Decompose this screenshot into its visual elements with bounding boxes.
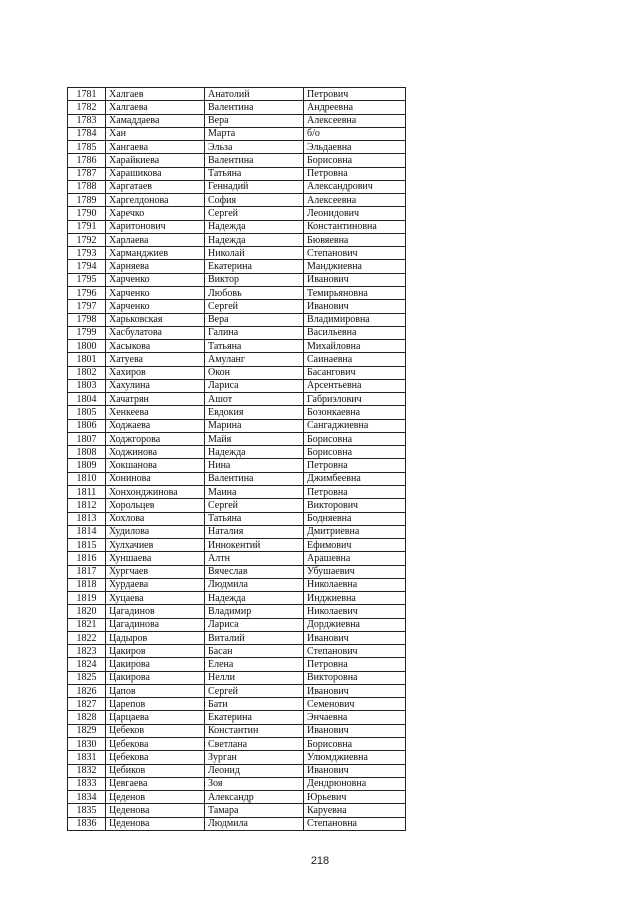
row-number-cell: 1830: [68, 738, 106, 751]
surname-cell: Хамаддаева: [106, 114, 205, 127]
surname-cell: Харгелдонова: [106, 194, 205, 207]
surname-cell: Харьковская: [106, 313, 205, 326]
row-number-cell: 1787: [68, 167, 106, 180]
patronymic-cell: Петровна: [304, 485, 406, 498]
row-number-cell: 1786: [68, 154, 106, 167]
row-number-cell: 1833: [68, 777, 106, 790]
row-number-cell: 1788: [68, 180, 106, 193]
first-name-cell: Сергей: [205, 499, 304, 512]
table-row: [68, 578, 406, 591]
first-name-cell: Зоя: [205, 777, 304, 790]
patronymic-cell: б/о: [304, 127, 406, 140]
first-name-cell: Окон: [205, 366, 304, 379]
table-row: [68, 485, 406, 498]
row-number-cell: 1800: [68, 340, 106, 353]
first-name-cell: Евдокия: [205, 406, 304, 419]
surname-cell: Цакиров: [106, 645, 205, 658]
patronymic-cell: Саинаевна: [304, 353, 406, 366]
patronymic-cell: Ефимович: [304, 539, 406, 552]
first-name-cell: Виктор: [205, 273, 304, 286]
table-row: [68, 247, 406, 260]
row-number-cell: 1792: [68, 233, 106, 246]
surname-cell: Хурдаева: [106, 578, 205, 591]
first-name-cell: Наталия: [205, 525, 304, 538]
first-name-cell: Надежда: [205, 233, 304, 246]
patronymic-cell: Габриэлович: [304, 393, 406, 406]
patronymic-cell: Степановна: [304, 817, 406, 830]
row-number-cell: 1797: [68, 300, 106, 313]
surname-cell: Худилова: [106, 525, 205, 538]
table-row: [68, 194, 406, 207]
patronymic-cell: Убушаевич: [304, 565, 406, 578]
table-row: [68, 512, 406, 525]
first-name-cell: Майя: [205, 432, 304, 445]
table-row: [68, 459, 406, 472]
first-name-cell: Сергей: [205, 300, 304, 313]
first-name-cell: Маина: [205, 485, 304, 498]
surname-cell: Хенкеева: [106, 406, 205, 419]
table-row: [68, 592, 406, 605]
table-row: [68, 764, 406, 777]
table-row: [68, 353, 406, 366]
table-row: [68, 220, 406, 233]
row-number-cell: 1783: [68, 114, 106, 127]
row-number-cell: 1832: [68, 764, 106, 777]
patronymic-cell: Бювяевна: [304, 233, 406, 246]
patronymic-cell: Темирьяновна: [304, 286, 406, 299]
row-number-cell: 1835: [68, 804, 106, 817]
patronymic-cell: Улюмджиевна: [304, 751, 406, 764]
patronymic-cell: Михайловна: [304, 340, 406, 353]
table-row: [68, 366, 406, 379]
surname-cell: Хорольцев: [106, 499, 205, 512]
first-name-cell: Сергей: [205, 684, 304, 697]
row-number-cell: 1790: [68, 207, 106, 220]
surname-cell: Хасыкова: [106, 340, 205, 353]
row-number-cell: 1801: [68, 353, 106, 366]
first-name-cell: Татьяна: [205, 167, 304, 180]
surname-cell: Цебеков: [106, 724, 205, 737]
first-name-cell: Елена: [205, 658, 304, 671]
table-row: [68, 300, 406, 313]
surname-cell: Харитонович: [106, 220, 205, 233]
surname-cell: Хуцаева: [106, 592, 205, 605]
table-row: [68, 167, 406, 180]
first-name-cell: Марина: [205, 419, 304, 432]
patronymic-cell: Иванович: [304, 631, 406, 644]
patronymic-cell: Петровна: [304, 459, 406, 472]
first-name-cell: Нина: [205, 459, 304, 472]
table-row: [68, 154, 406, 167]
row-number-cell: 1826: [68, 684, 106, 697]
patronymic-cell: Иванович: [304, 684, 406, 697]
row-number-cell: 1809: [68, 459, 106, 472]
table-row: [68, 751, 406, 764]
table-row: [68, 565, 406, 578]
first-name-cell: Леонид: [205, 764, 304, 777]
row-number-cell: 1822: [68, 631, 106, 644]
surname-cell: Хуншаева: [106, 552, 205, 565]
table-row: [68, 618, 406, 631]
surname-cell: Цакирова: [106, 671, 205, 684]
surname-cell: Хан: [106, 127, 205, 140]
first-name-cell: Константин: [205, 724, 304, 737]
surname-cell: Харняева: [106, 260, 205, 273]
surname-cell: Царепов: [106, 698, 205, 711]
surname-cell: Хасбулатова: [106, 326, 205, 339]
patronymic-cell: Викторович: [304, 499, 406, 512]
first-name-cell: Галина: [205, 326, 304, 339]
table-row: [68, 101, 406, 114]
table-row: [68, 273, 406, 286]
patronymic-cell: Семенович: [304, 698, 406, 711]
patronymic-cell: Юрьевич: [304, 791, 406, 804]
first-name-cell: Татьяна: [205, 340, 304, 353]
table-row: [68, 684, 406, 697]
first-name-cell: Валентина: [205, 154, 304, 167]
row-number-cell: 1817: [68, 565, 106, 578]
table-row: [68, 777, 406, 790]
row-number-cell: 1819: [68, 592, 106, 605]
table-row: [68, 817, 406, 830]
row-number-cell: 1816: [68, 552, 106, 565]
table-row: [68, 645, 406, 658]
surname-cell: Цакирова: [106, 658, 205, 671]
first-name-cell: Ашот: [205, 393, 304, 406]
surname-cell: Хонхонджинова: [106, 485, 205, 498]
surname-cell: Хангаева: [106, 141, 205, 154]
table-row: [68, 393, 406, 406]
row-number-cell: 1812: [68, 499, 106, 512]
surname-cell: Халгаева: [106, 101, 205, 114]
surname-cell: Царцаева: [106, 711, 205, 724]
patronymic-cell: Степанович: [304, 645, 406, 658]
surname-cell: Ходжгорова: [106, 432, 205, 445]
patronymic-cell: Дорджиевна: [304, 618, 406, 631]
patronymic-cell: Петровна: [304, 167, 406, 180]
first-name-cell: Людмила: [205, 817, 304, 830]
first-name-cell: Александр: [205, 791, 304, 804]
surname-cell: Хахулина: [106, 379, 205, 392]
row-number-cell: 1806: [68, 419, 106, 432]
surname-cell: Харченко: [106, 300, 205, 313]
surname-cell: Харашикова: [106, 167, 205, 180]
table-row: [68, 539, 406, 552]
surname-cell: Халгаев: [106, 88, 205, 101]
row-number-cell: 1831: [68, 751, 106, 764]
row-number-cell: 1807: [68, 432, 106, 445]
row-number-cell: 1796: [68, 286, 106, 299]
row-number-cell: 1805: [68, 406, 106, 419]
table-row: [68, 499, 406, 512]
table-row: [68, 114, 406, 127]
patronymic-cell: Дмитриевна: [304, 525, 406, 538]
surname-cell: Цагадинова: [106, 618, 205, 631]
first-name-cell: Сергей: [205, 207, 304, 220]
table-row: [68, 233, 406, 246]
patronymic-cell: Каруевна: [304, 804, 406, 817]
first-name-cell: Надежда: [205, 220, 304, 233]
patronymic-cell: Борисовна: [304, 738, 406, 751]
table-row: [68, 605, 406, 618]
patronymic-cell: Иванович: [304, 724, 406, 737]
surname-cell: Хачатрян: [106, 393, 205, 406]
row-number-cell: 1813: [68, 512, 106, 525]
first-name-cell: Светлана: [205, 738, 304, 751]
table-row: [68, 525, 406, 538]
page-number: 218: [310, 855, 330, 867]
patronymic-cell: Петрович: [304, 88, 406, 101]
patronymic-cell: Леонидович: [304, 207, 406, 220]
patronymic-cell: Инджиевна: [304, 592, 406, 605]
table-row: [68, 446, 406, 459]
table-body: [68, 88, 406, 831]
first-name-cell: Николай: [205, 247, 304, 260]
surname-cell: Цебиков: [106, 764, 205, 777]
patronymic-cell: Викторовна: [304, 671, 406, 684]
row-number-cell: 1825: [68, 671, 106, 684]
table-row: [68, 472, 406, 485]
table-row: [68, 313, 406, 326]
first-name-cell: Лариса: [205, 379, 304, 392]
patronymic-cell: Бозонкаевна: [304, 406, 406, 419]
row-number-cell: 1804: [68, 393, 106, 406]
row-number-cell: 1794: [68, 260, 106, 273]
row-number-cell: 1785: [68, 141, 106, 154]
first-name-cell: Зурган: [205, 751, 304, 764]
patronymic-cell: Эльдаевна: [304, 141, 406, 154]
row-number-cell: 1815: [68, 539, 106, 552]
row-number-cell: 1782: [68, 101, 106, 114]
row-number-cell: 1820: [68, 605, 106, 618]
table-row: [68, 88, 406, 101]
first-name-cell: Надежда: [205, 592, 304, 605]
surname-cell: Хонинова: [106, 472, 205, 485]
surname-cell: Цапов: [106, 684, 205, 697]
surname-cell: Цебекова: [106, 738, 205, 751]
surname-cell: Ходжаева: [106, 419, 205, 432]
patronymic-cell: Дендрюновна: [304, 777, 406, 790]
table-row: [68, 738, 406, 751]
first-name-cell: Екатерина: [205, 711, 304, 724]
row-number-cell: 1811: [68, 485, 106, 498]
patronymic-cell: Джимбеевна: [304, 472, 406, 485]
row-number-cell: 1814: [68, 525, 106, 538]
first-name-cell: София: [205, 194, 304, 207]
first-name-cell: Вячеслав: [205, 565, 304, 578]
patronymic-cell: Алексеевна: [304, 194, 406, 207]
surname-cell: Цеденова: [106, 817, 205, 830]
surname-cell: Цагадинов: [106, 605, 205, 618]
row-number-cell: 1789: [68, 194, 106, 207]
patronymic-cell: Николаевна: [304, 578, 406, 591]
patronymic-cell: Александрович: [304, 180, 406, 193]
patronymic-cell: Николаевич: [304, 605, 406, 618]
table-row: [68, 724, 406, 737]
table-row: [68, 207, 406, 220]
surname-cell: Хохлова: [106, 512, 205, 525]
patronymic-cell: Иванович: [304, 764, 406, 777]
patronymic-cell: Петровна: [304, 658, 406, 671]
row-number-cell: 1795: [68, 273, 106, 286]
surname-cell: Хулхачиев: [106, 539, 205, 552]
first-name-cell: Геннадий: [205, 180, 304, 193]
first-name-cell: Валентина: [205, 101, 304, 114]
first-name-cell: Владимир: [205, 605, 304, 618]
table-row: [68, 340, 406, 353]
first-name-cell: Виталий: [205, 631, 304, 644]
surname-cell: Ходжинова: [106, 446, 205, 459]
table-row: [68, 711, 406, 724]
first-name-cell: Людмила: [205, 578, 304, 591]
surname-cell: Хокшанова: [106, 459, 205, 472]
surname-cell: Харлаева: [106, 233, 205, 246]
row-number-cell: 1829: [68, 724, 106, 737]
patronymic-cell: Андреевна: [304, 101, 406, 114]
row-number-cell: 1824: [68, 658, 106, 671]
surname-cell: Хахиров: [106, 366, 205, 379]
patronymic-cell: Иванович: [304, 300, 406, 313]
row-number-cell: 1793: [68, 247, 106, 260]
patronymic-cell: Манджиевна: [304, 260, 406, 273]
row-number-cell: 1828: [68, 711, 106, 724]
surname-cell: Цадыров: [106, 631, 205, 644]
table-row: [68, 180, 406, 193]
table-row: [68, 326, 406, 339]
patronymic-cell: Алексеевна: [304, 114, 406, 127]
row-number-cell: 1834: [68, 791, 106, 804]
row-number-cell: 1799: [68, 326, 106, 339]
table-row: [68, 552, 406, 565]
patronymic-cell: Владимировна: [304, 313, 406, 326]
table-row: [68, 658, 406, 671]
patronymic-cell: Басангович: [304, 366, 406, 379]
first-name-cell: Вера: [205, 313, 304, 326]
first-name-cell: Лариса: [205, 618, 304, 631]
table-row: [68, 406, 406, 419]
patronymic-cell: Борисовна: [304, 154, 406, 167]
patronymic-cell: Константиновна: [304, 220, 406, 233]
patronymic-cell: Борисовна: [304, 446, 406, 459]
name-list-table: [67, 87, 406, 831]
table-row: [68, 379, 406, 392]
surname-cell: Харайкиева: [106, 154, 205, 167]
surname-cell: Цеденова: [106, 804, 205, 817]
first-name-cell: Надежда: [205, 446, 304, 459]
patronymic-cell: Бодняевна: [304, 512, 406, 525]
table-row: [68, 419, 406, 432]
row-number-cell: 1827: [68, 698, 106, 711]
row-number-cell: 1810: [68, 472, 106, 485]
row-number-cell: 1784: [68, 127, 106, 140]
row-number-cell: 1798: [68, 313, 106, 326]
row-number-cell: 1803: [68, 379, 106, 392]
table-row: [68, 804, 406, 817]
surname-cell: Харгатаев: [106, 180, 205, 193]
table-row: [68, 631, 406, 644]
table-row: [68, 260, 406, 273]
row-number-cell: 1808: [68, 446, 106, 459]
row-number-cell: 1836: [68, 817, 106, 830]
first-name-cell: Марта: [205, 127, 304, 140]
patronymic-cell: Сангаджиевна: [304, 419, 406, 432]
first-name-cell: Амуланг: [205, 353, 304, 366]
first-name-cell: Басан: [205, 645, 304, 658]
surname-cell: Хургчаев: [106, 565, 205, 578]
patronymic-cell: Арсентьевна: [304, 379, 406, 392]
row-number-cell: 1821: [68, 618, 106, 631]
table-row: [68, 141, 406, 154]
row-number-cell: 1791: [68, 220, 106, 233]
first-name-cell: Валентина: [205, 472, 304, 485]
row-number-cell: 1781: [68, 88, 106, 101]
surname-cell: Цебекова: [106, 751, 205, 764]
row-number-cell: 1818: [68, 578, 106, 591]
table-row: [68, 698, 406, 711]
first-name-cell: Иннокентий: [205, 539, 304, 552]
surname-cell: Харечко: [106, 207, 205, 220]
row-number-cell: 1823: [68, 645, 106, 658]
first-name-cell: Нелли: [205, 671, 304, 684]
first-name-cell: Алтн: [205, 552, 304, 565]
first-name-cell: Любовь: [205, 286, 304, 299]
first-name-cell: Анатолий: [205, 88, 304, 101]
table-row: [68, 127, 406, 140]
patronymic-cell: Арашевна: [304, 552, 406, 565]
table-row: [68, 432, 406, 445]
patronymic-cell: Энчаевна: [304, 711, 406, 724]
patronymic-cell: Борисовна: [304, 432, 406, 445]
first-name-cell: Екатерина: [205, 260, 304, 273]
patronymic-cell: Васильевна: [304, 326, 406, 339]
surname-cell: Цевгаева: [106, 777, 205, 790]
table-row: [68, 286, 406, 299]
row-number-cell: 1802: [68, 366, 106, 379]
surname-cell: Харченко: [106, 286, 205, 299]
surname-cell: Хатуева: [106, 353, 205, 366]
patronymic-cell: Иванович: [304, 273, 406, 286]
first-name-cell: Бати: [205, 698, 304, 711]
first-name-cell: Вера: [205, 114, 304, 127]
table-row: [68, 791, 406, 804]
table-row: [68, 671, 406, 684]
surname-cell: Цеденов: [106, 791, 205, 804]
first-name-cell: Татьяна: [205, 512, 304, 525]
patronymic-cell: Степанович: [304, 247, 406, 260]
surname-cell: Харманджиев: [106, 247, 205, 260]
first-name-cell: Тамара: [205, 804, 304, 817]
first-name-cell: Эльза: [205, 141, 304, 154]
surname-cell: Харченко: [106, 273, 205, 286]
